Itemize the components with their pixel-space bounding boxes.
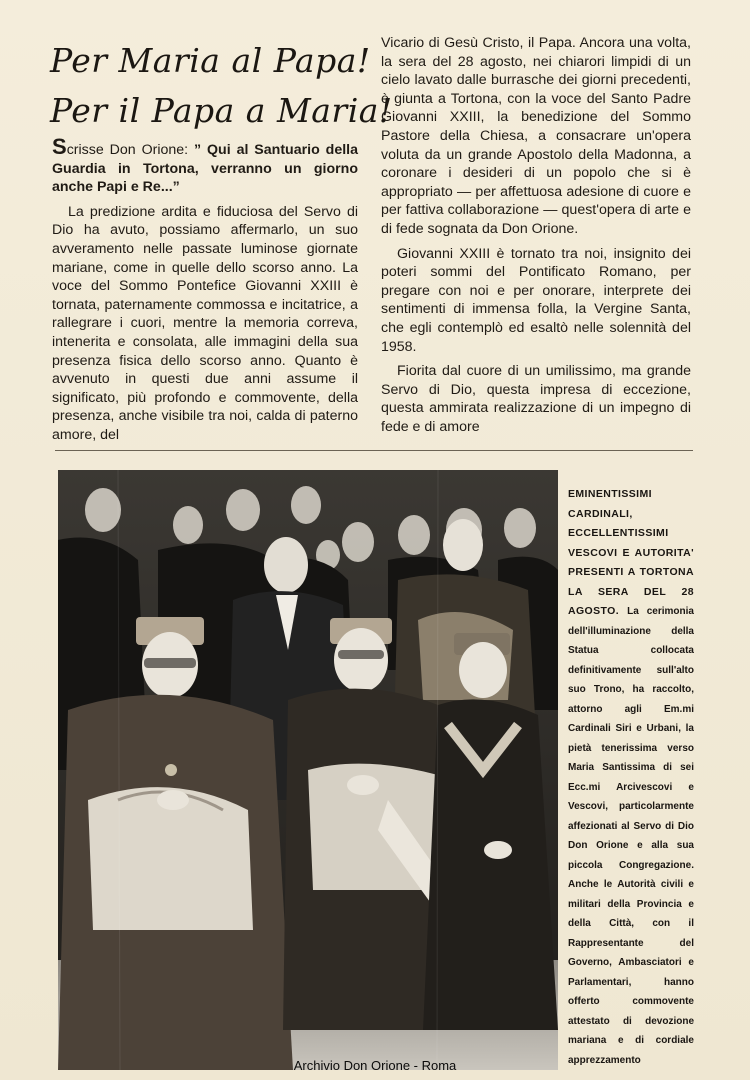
photo-caption bbox=[568, 485, 694, 1070]
paragraph-3: Giovanni XXIII è tornato tra noi, insignito dei poteri sommi del Pontificato Romano, per pregare con noi e per onorare, interprete dei sentimenti di immensa folla, la Vergine Santa, che egli contemplò ed esaltò nelle solennità del 1958. bbox=[381, 245, 691, 355]
right-column bbox=[381, 34, 691, 442]
lead-paragraph bbox=[52, 134, 358, 197]
caption-heading: EMINENTISSIMI CARDINALI, ECCELLENTISSIMI VESCOVI E AUTORITA' PRESENTI A TORTONA LA SERA DEL 28 AGOSTO. bbox=[568, 488, 694, 617]
photograph-illustration bbox=[58, 470, 558, 1070]
caption-body: La cerimonia dell'illuminazione della Statua collocata definitivamente sull'alto suo Trono, ha raccolto, attorno agli Em.mi Cardinali Siri e Urbani, la pietà tenerissima verso Maria Santissima di sei Ecc.mi Arcivescovi e Vescovi, particolarmente affezionati al Servo di Dio Don Orione e alla sua piccola Congregazione. Anche le Autorità civili e militari della Provincia e della Città, con il Rappresentante del Governo, Ambasciatori e Parlamentari, hanno offerto commovente attestato di devozione mariana e di cordiale apprezzamento bbox=[568, 606, 694, 1066]
article-title bbox=[50, 36, 393, 136]
left-column bbox=[52, 134, 358, 451]
drop-letter: S bbox=[52, 134, 67, 159]
title-line-1: Per Maria al Papa! bbox=[50, 41, 371, 80]
lead-prefix: crisse Don Orione: bbox=[66, 142, 195, 158]
paragraph-2: Vicario di Gesù Cristo, il Papa. Ancora una volta, la sera del 28 agosto, nei chiarori limpidi di un cielo lavato dalle burrasche dei giorni precedenti, è giunta a Tortona, con la voce del Santo Padre Giovanni XXIII, la benedizione del Sommo Pastore della Chiesa, a consacrare un'opera voluta da un grande Apostolo della Madonna, a coronare i desideri di un popolo che si è appropriato — per affettuosa adesione di cuore e per fattiva collaborazione — quest'opera di arte e di fede sognata da Don Orione. bbox=[381, 35, 691, 237]
divider-rule bbox=[55, 450, 693, 451]
paragraph-4: Fiorita dal cuore di un umilissimo, ma grande Servo di Dio, questa impresa di eccezione, questa ammirata realizzazione di un impegno di fede e di amore bbox=[381, 363, 691, 435]
archive-watermark: Archivio Don Orione - Roma bbox=[293, 1058, 457, 1073]
paragraph-1: La predizione ardita e fiduciosa del Servo di Dio ha avuto, possiamo affermarlo, un suo avveramento nelle passate luminose giornate mariane, come in quelle dello scorso anno. La voce del Sommo Pontefice Giovanni XXIII è tornata, paternamente commossa e incitatrice, a rallegrare i cuori, mentre la memoria correva, intenerita e consolata, alle immagini della sua presenza fisica dello scorso anno. Quanto è avvenuto in questi due anni assume il significato, più profondo e commovente, della presenza, anche visibile tra noi, calda di paterno amore, del bbox=[52, 203, 358, 443]
lead-quote: ” Qui al Santuario della Guardia in Tortona, verranno un giorno anche Papi e Re...” bbox=[52, 142, 358, 196]
title-line-2: Per il Papa a Maria! bbox=[50, 91, 393, 130]
photo-cardinals-icon bbox=[58, 470, 558, 1070]
